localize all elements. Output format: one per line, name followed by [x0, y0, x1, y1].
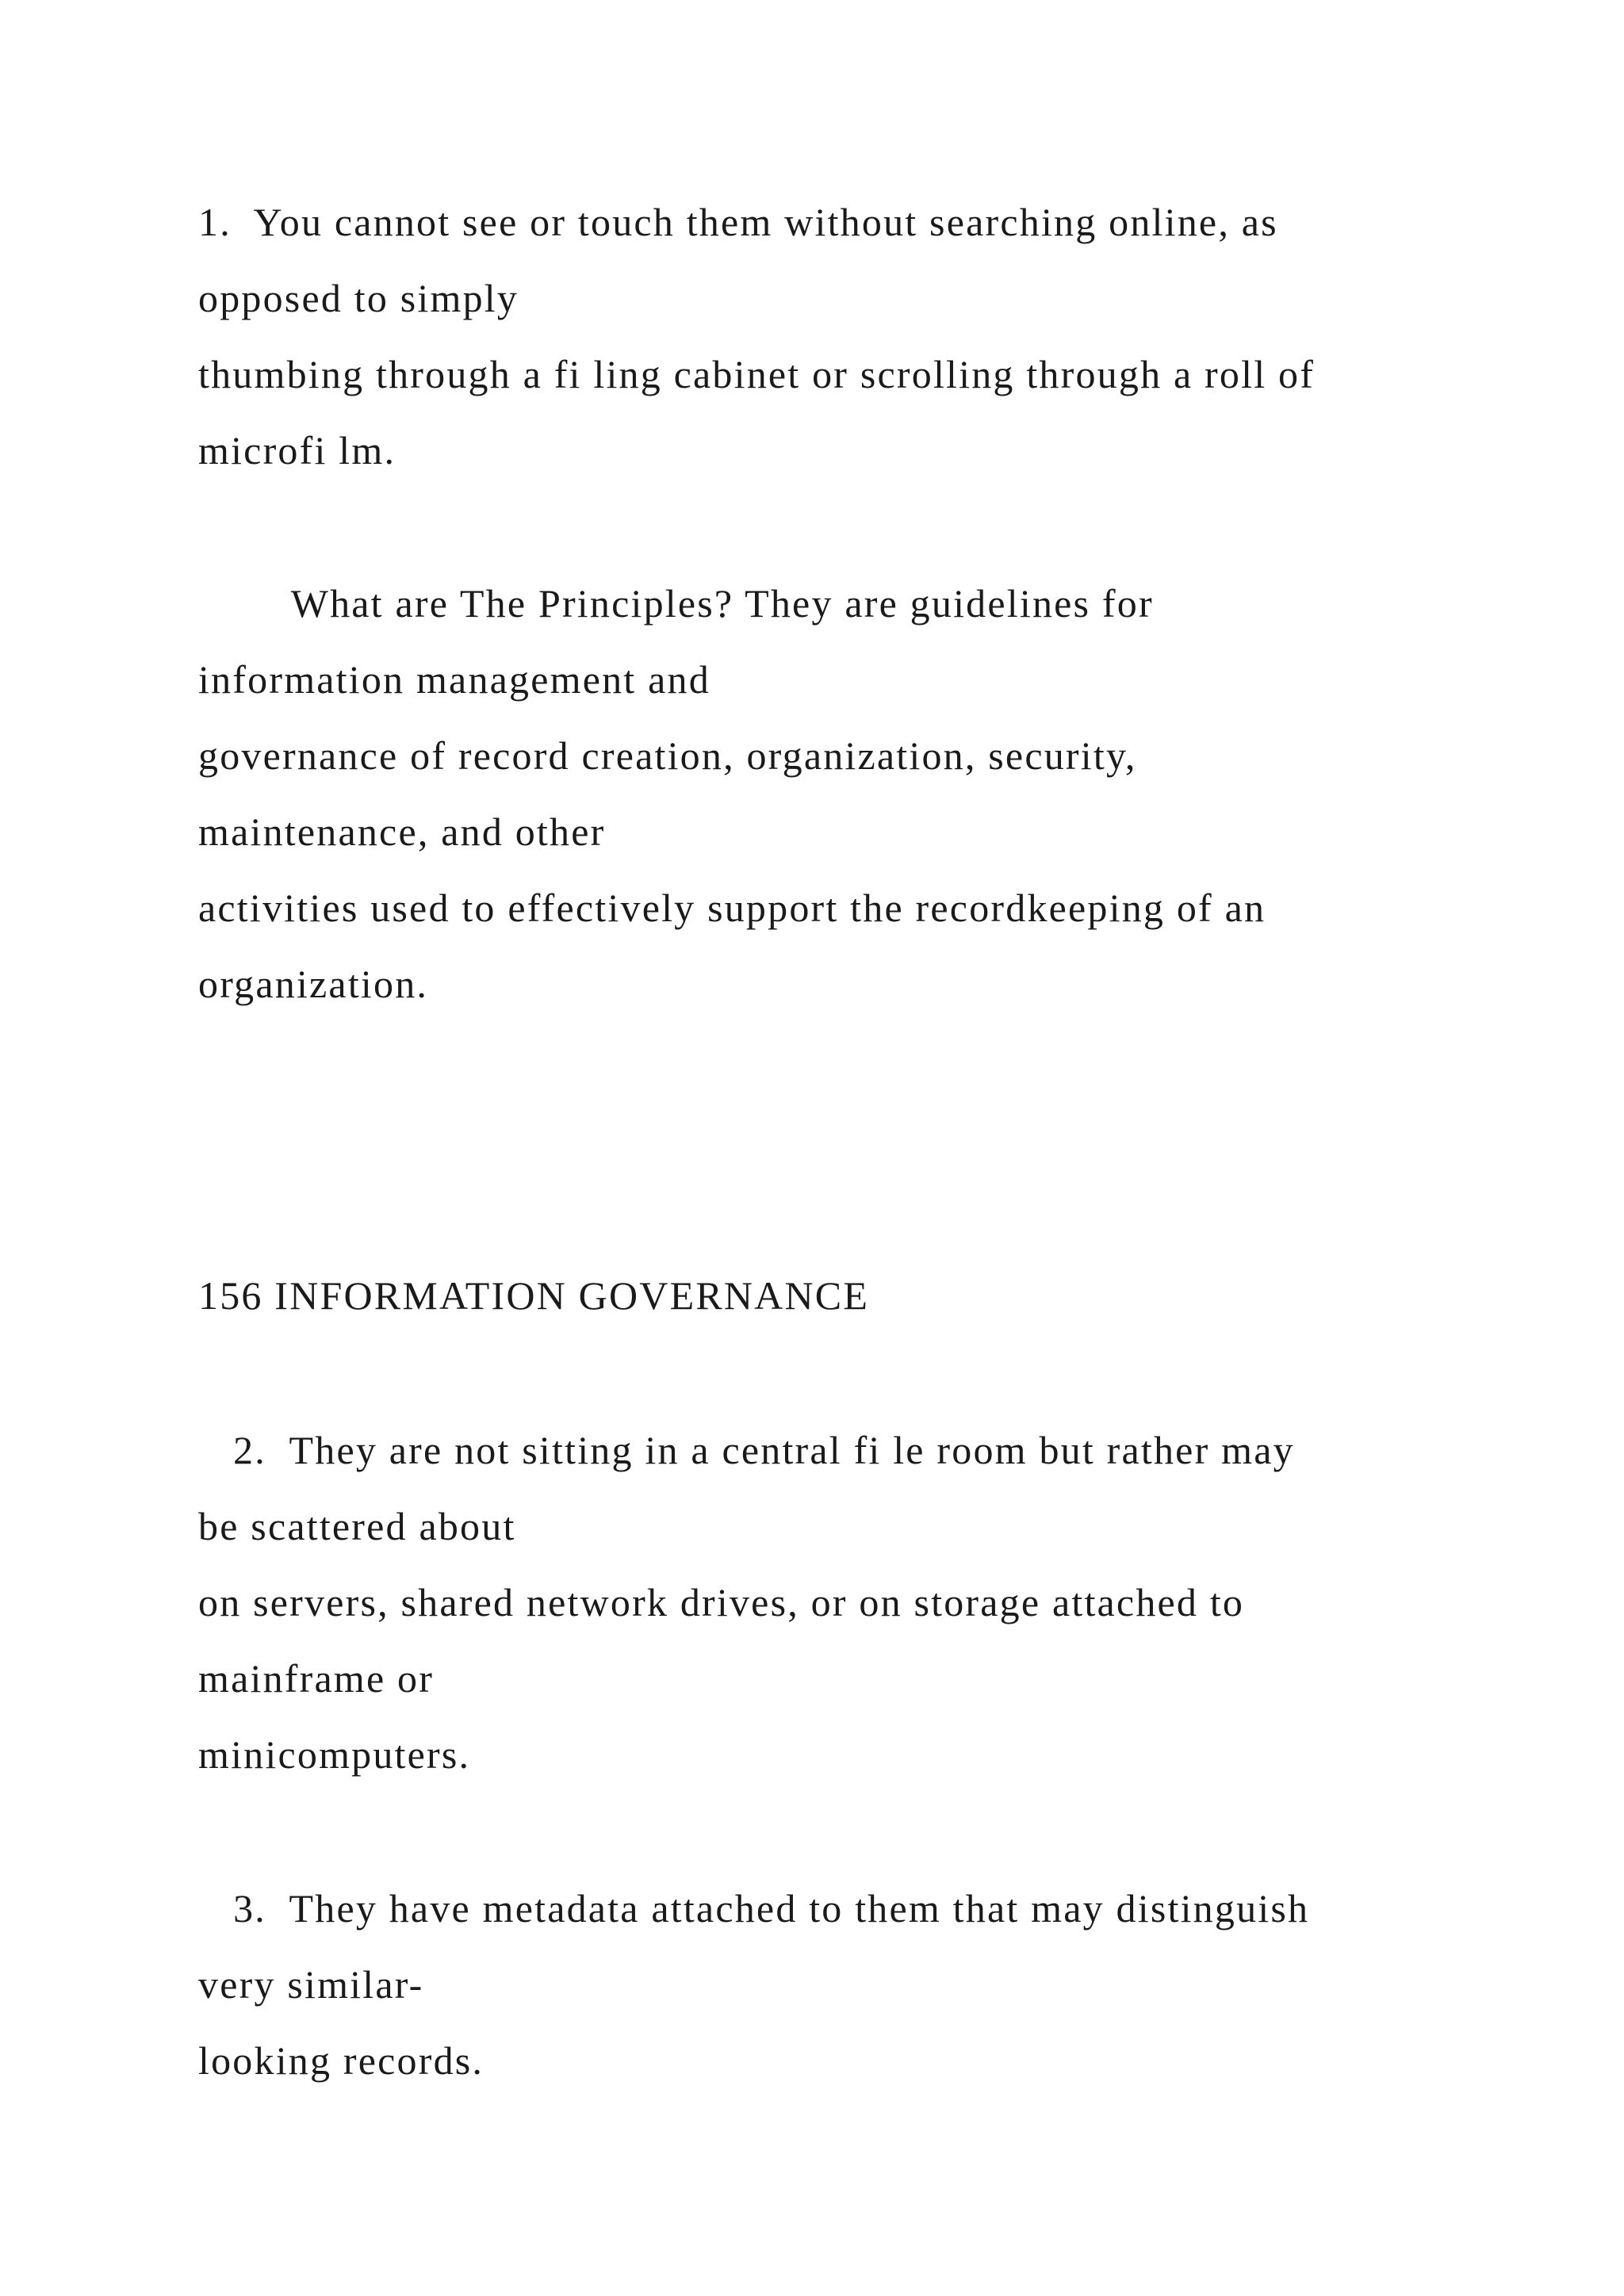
running-header: 156 INFORMATION GOVERNANCE [198, 1273, 870, 1318]
text-line: 2. They are not sitting in a central fi le room but rather may [198, 1428, 1295, 1472]
text-line: 1. You cannot see or touch them without searching online, as [198, 200, 1278, 244]
text-line: What are The Principles? They are guidelines for [198, 581, 1154, 626]
text-line: mainframe or [198, 1656, 435, 1701]
text-line: microfi lm. [198, 428, 396, 473]
text-line: governance of record creation, organization, security, [198, 733, 1137, 778]
text-line: be scattered about [198, 1504, 516, 1548]
text-line: organization. [198, 962, 429, 1006]
text-line: very similar- [198, 1962, 424, 2007]
text-line: 3. They have metadata attached to them that may distinguish [198, 1886, 1310, 1931]
text-line: looking records. [198, 2038, 485, 2083]
text-line: information management and [198, 657, 710, 702]
text-line: opposed to simply [198, 276, 519, 320]
text-line: thumbing through a fi ling cabinet or scrolling through a roll of [198, 352, 1316, 396]
text-line: maintenance, and other [198, 809, 606, 854]
text-line: minicomputers. [198, 1732, 471, 1777]
text-line: on servers, shared network drives, or on storage attached to [198, 1580, 1245, 1624]
text-line: activities used to effectively support the recordkeeping of an [198, 886, 1266, 930]
